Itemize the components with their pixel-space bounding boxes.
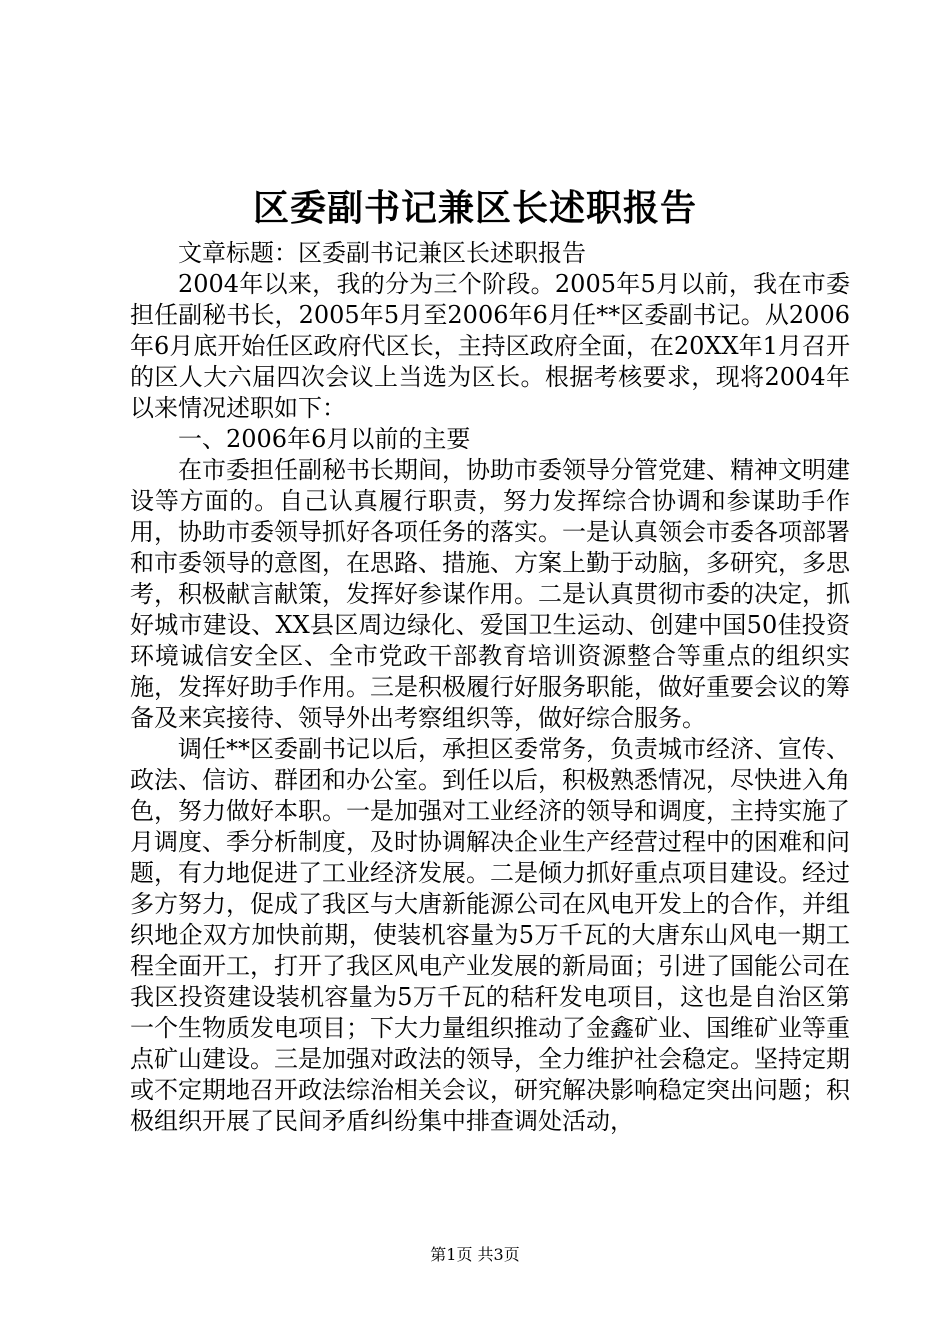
article-title-line: 文章标题：区委副书记兼区长述职报告 [178, 239, 586, 267]
intro-paragraph: 2004年以来，我的分为三个阶段。2005年5月以前，我在市委担任副秘书长，2005年5月至2006年6月任**区委副书记。从2006年6月底开始任区政府代区长，主持区政府全面，在20XX年1月召开的区人大六届四次会议上当选为区长。根据考核要求，现将2004年以来情况述职如下： [130, 270, 850, 422]
section-heading: 一、2006年6月以前的主要 [178, 425, 471, 453]
document-body [130, 238, 850, 1137]
body-paragraph: 调任**区委副书记以后，承担区委常务，负责城市经济、宣传、政法、信访、群团和办公室。到任以后，积极熟悉情况，尽快进入角色，努力做好本职。一是加强对工业经济的领导和调度，主持实施了月调度、季分析制度，及时协调解决企业生产经营过程中的困难和问题，有力地促进了工业经济发展。二是倾力抓好重点项目建设。经过多方努力，促成了我区与大唐新能源公司在风电开发上的合作，并组织地企双方加快前期，使装机容量为5万千瓦的大唐东山风电一期工程全面开工，打开了我区风电产业发展的新局面；引进了国能公司在我区投资建设装机容量为5万千瓦的秸秆发电项目，这也是自治区第一个生物质发电项目；下大力量组织推动了金鑫矿业、国维矿业等重点矿山建设。三是加强对政法的领导，全力维护社会稳定。坚持定期或不定期地召开政法综治相关会议，研究解决影响稳定突出问题；积极组织开展了民间矛盾纠纷集中排查调处活动， [130, 735, 850, 1135]
page-number-footer: 第1页 共3页 [430, 1245, 520, 1264]
body-paragraph: 在市委担任副秘书长期间，协助市委领导分管党建、精神文明建设等方面的。自己认真履行职责，努力发挥综合协调和参谋助手作用，协助市委领导抓好各项任务的落实。一是认真领会市委各项部署和市委领导的意图，在思路、措施、方案上勤于动脑，多研究，多思考，积极献言献策，发挥好参谋作用。二是认真贯彻市委的决定，抓好城市建设、XX县区周边绿化、爱国卫生运动、创建中国50佳投资环境诚信安全区、全市党政干部教育培训资源整合等重点的组织实施，发挥好助手作用。三是积极履行好服务职能，做好重要会议的筹备及来宾接待、领导外出考察组织等，做好综合服务。 [130, 456, 850, 732]
document-title: 区委副书记兼区长述职报告 [252, 187, 697, 229]
